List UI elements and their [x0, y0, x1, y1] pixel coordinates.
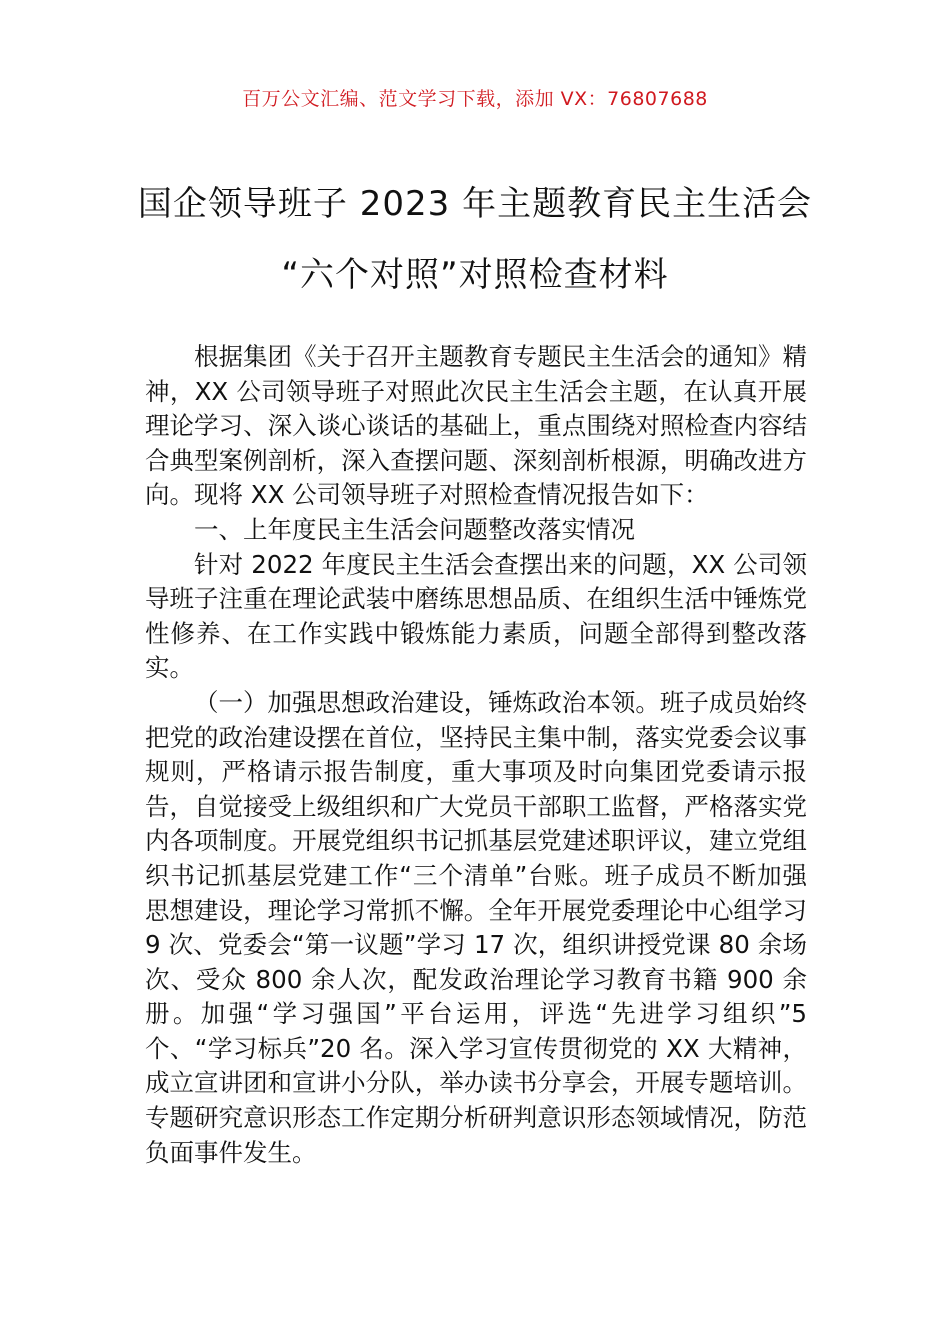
document-body	[145, 340, 807, 1170]
document-title-line-2: “六个对照”对照检查材料	[281, 255, 669, 295]
paragraph-subsection-1: （一）加强思想政治建设，锤炼政治本领。班子成员始终把党的政治建设摆在首位，坚持民主集中制，落实党委会议事规则，严格请示报告制度，重大事项及时向集团党委请示报告，自觉接受上级组织和广大党员干部职工监督，严格落实党内各项制度。开展党组织书记抓基层党建述职评议，建立党组织书记抓基层党建工作“三个清单”台账。班子成员不断加强思想建设，理论学习常抓不懈。全年开展党委理论中心组学习 9 次、党委会“第一议题”学习 17 次，组织讲授党课 80 余场次、受众 800 余人次，配发政治理论学习教育书籍 900 余册。加强“学习强国”平台运用，评选“先进学习组织”5 个、“学习标兵”20 名。深入学习宣传贯彻党的 XX 大精神，成立宣讲团和宣讲小分队，举办读书分享会，开展专题培训。专题研究意识形态工作定期分析研判意识形态领域情况，防范负面事件发生。	[145, 687, 807, 1167]
document-title-line-1: 国企领导班子 2023 年主题教育民主生活会	[137, 184, 813, 224]
header-note: 百万公文汇编、范文学习下载，添加 VX：76807688	[242, 88, 708, 110]
paragraph-intro: 根据集团《关于召开主题教育专题民主生活会的通知》精神，XX 公司领导班子对照此次民主生活会主题，在认真开展理论学习、深入谈心谈话的基础上，重点围绕对照检查内容结合典型案例剖析，深入查摆问题、深刻剖析根源，明确改进方向。现将 XX 公司领导班子对照检查情况报告如下：	[145, 342, 807, 510]
section-heading-1: 一、上年度民主生活会问题整改落实情况	[194, 514, 635, 544]
paragraph-summary: 针对 2022 年度民主生活会查摆出来的问题，XX 公司领导班子注重在理论武装中磨练思想品质、在组织生活中锤炼党性修养、在工作实践中锻炼能力素质，问题全部得到整改落实。	[145, 549, 807, 683]
